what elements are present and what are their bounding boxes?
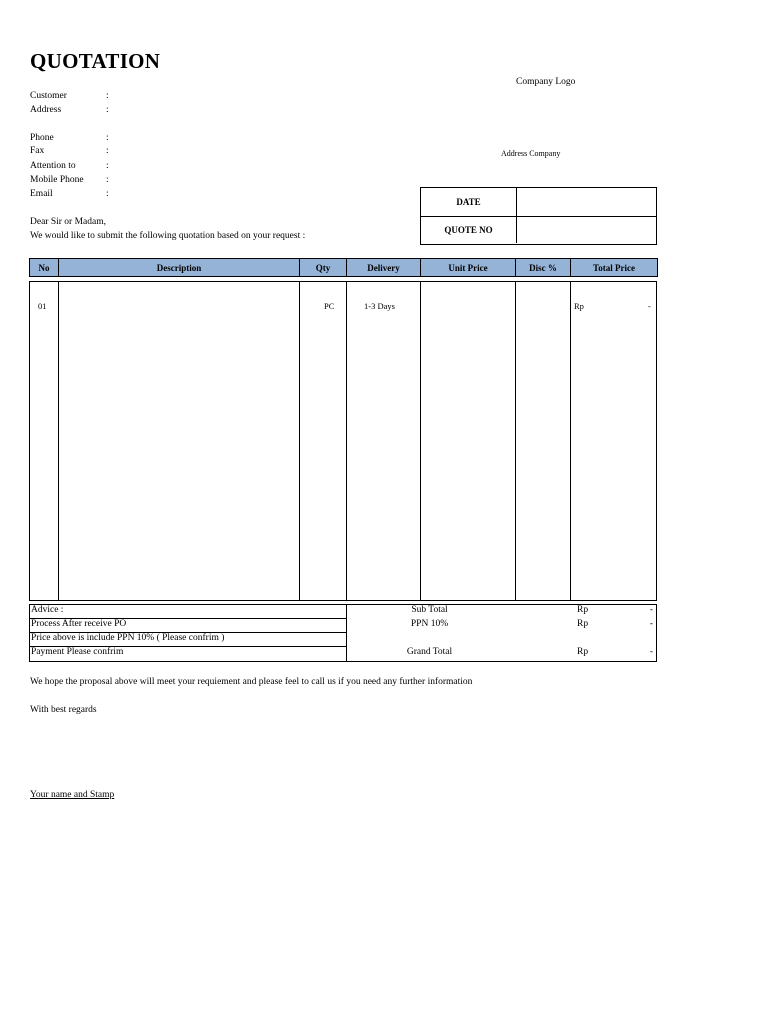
field-label-fax: Fax bbox=[30, 146, 45, 156]
field-label-customer: Customer bbox=[30, 91, 67, 101]
column-header-delivery: Delivery bbox=[347, 259, 421, 276]
notes-box bbox=[29, 604, 346, 662]
cell-qty: PC bbox=[324, 301, 335, 311]
column-divider bbox=[515, 282, 516, 600]
totals-box bbox=[346, 604, 657, 662]
note-price: Price above is include PPN 10% ( Please confrim ) bbox=[30, 633, 346, 647]
column-divider bbox=[58, 282, 59, 600]
column-header-disc: Disc % bbox=[516, 259, 571, 276]
column-header-description: Description bbox=[59, 259, 300, 276]
column-header-unit-price: Unit Price bbox=[421, 259, 516, 276]
date-label: DATE bbox=[421, 188, 517, 216]
grand-total-value: - bbox=[649, 647, 653, 657]
table-body bbox=[29, 281, 657, 601]
field-label-phone: Phone bbox=[30, 133, 54, 143]
note-process: Process After receive PO bbox=[30, 619, 346, 633]
column-header-total-price: Total Price bbox=[593, 262, 635, 273]
column-divider bbox=[420, 282, 421, 600]
column-header-no: No bbox=[30, 259, 59, 276]
table-header bbox=[29, 258, 658, 277]
field-colon: : bbox=[106, 133, 109, 143]
ppn-label: PPN 10% bbox=[410, 619, 449, 629]
ppn-currency: Rp bbox=[577, 619, 589, 629]
regards-text: With best regards bbox=[30, 705, 97, 715]
field-label-email: Email bbox=[30, 189, 53, 199]
quote-no-label: QUOTE NO bbox=[421, 216, 517, 243]
date-quote-box bbox=[420, 187, 657, 245]
address-company: Address Company bbox=[501, 149, 561, 158]
cell-delivery: 1-3 Days bbox=[364, 301, 395, 311]
signature-line: Your name and Stamp bbox=[30, 790, 115, 800]
quote-no-row bbox=[421, 216, 656, 243]
document-title: QUOTATION bbox=[30, 49, 161, 73]
greeting: Dear Sir or Madam, bbox=[30, 217, 106, 227]
cell-total-value: - bbox=[648, 301, 651, 311]
grand-total-currency: Rp bbox=[577, 647, 589, 657]
column-divider bbox=[299, 282, 300, 600]
date-row bbox=[421, 188, 656, 217]
field-colon: : bbox=[106, 189, 109, 199]
field-label-mobile: Mobile Phone bbox=[30, 175, 84, 185]
ppn-value: - bbox=[649, 619, 653, 629]
field-colon: : bbox=[106, 146, 109, 156]
sub-total-value: - bbox=[649, 605, 653, 615]
field-label-address: Address bbox=[30, 105, 62, 115]
field-colon: : bbox=[106, 175, 109, 185]
grand-total-label: Grand Total bbox=[406, 647, 453, 657]
sub-total-label: Sub Total bbox=[411, 605, 448, 615]
cell-no: 01 bbox=[38, 301, 47, 311]
closing-text: We hope the proposal above will meet your requiement and please feel to call us if you need any further information bbox=[30, 677, 473, 687]
column-divider bbox=[346, 282, 347, 600]
sub-total-currency: Rp bbox=[577, 605, 589, 615]
column-header-qty: Qty bbox=[300, 259, 347, 276]
company-logo-placeholder: Company Logo bbox=[516, 77, 576, 87]
cell-total-currency: Rp bbox=[574, 301, 584, 311]
field-colon: : bbox=[106, 91, 109, 101]
intro-text: We would like to submit the following quotation based on your request : bbox=[30, 231, 306, 241]
field-colon: : bbox=[106, 105, 109, 115]
note-payment: Payment Please confrim bbox=[31, 647, 124, 657]
column-divider bbox=[570, 282, 571, 600]
field-label-attention: Attention to bbox=[30, 161, 76, 171]
field-colon: : bbox=[106, 161, 109, 171]
note-advice: Advice : bbox=[30, 605, 346, 619]
